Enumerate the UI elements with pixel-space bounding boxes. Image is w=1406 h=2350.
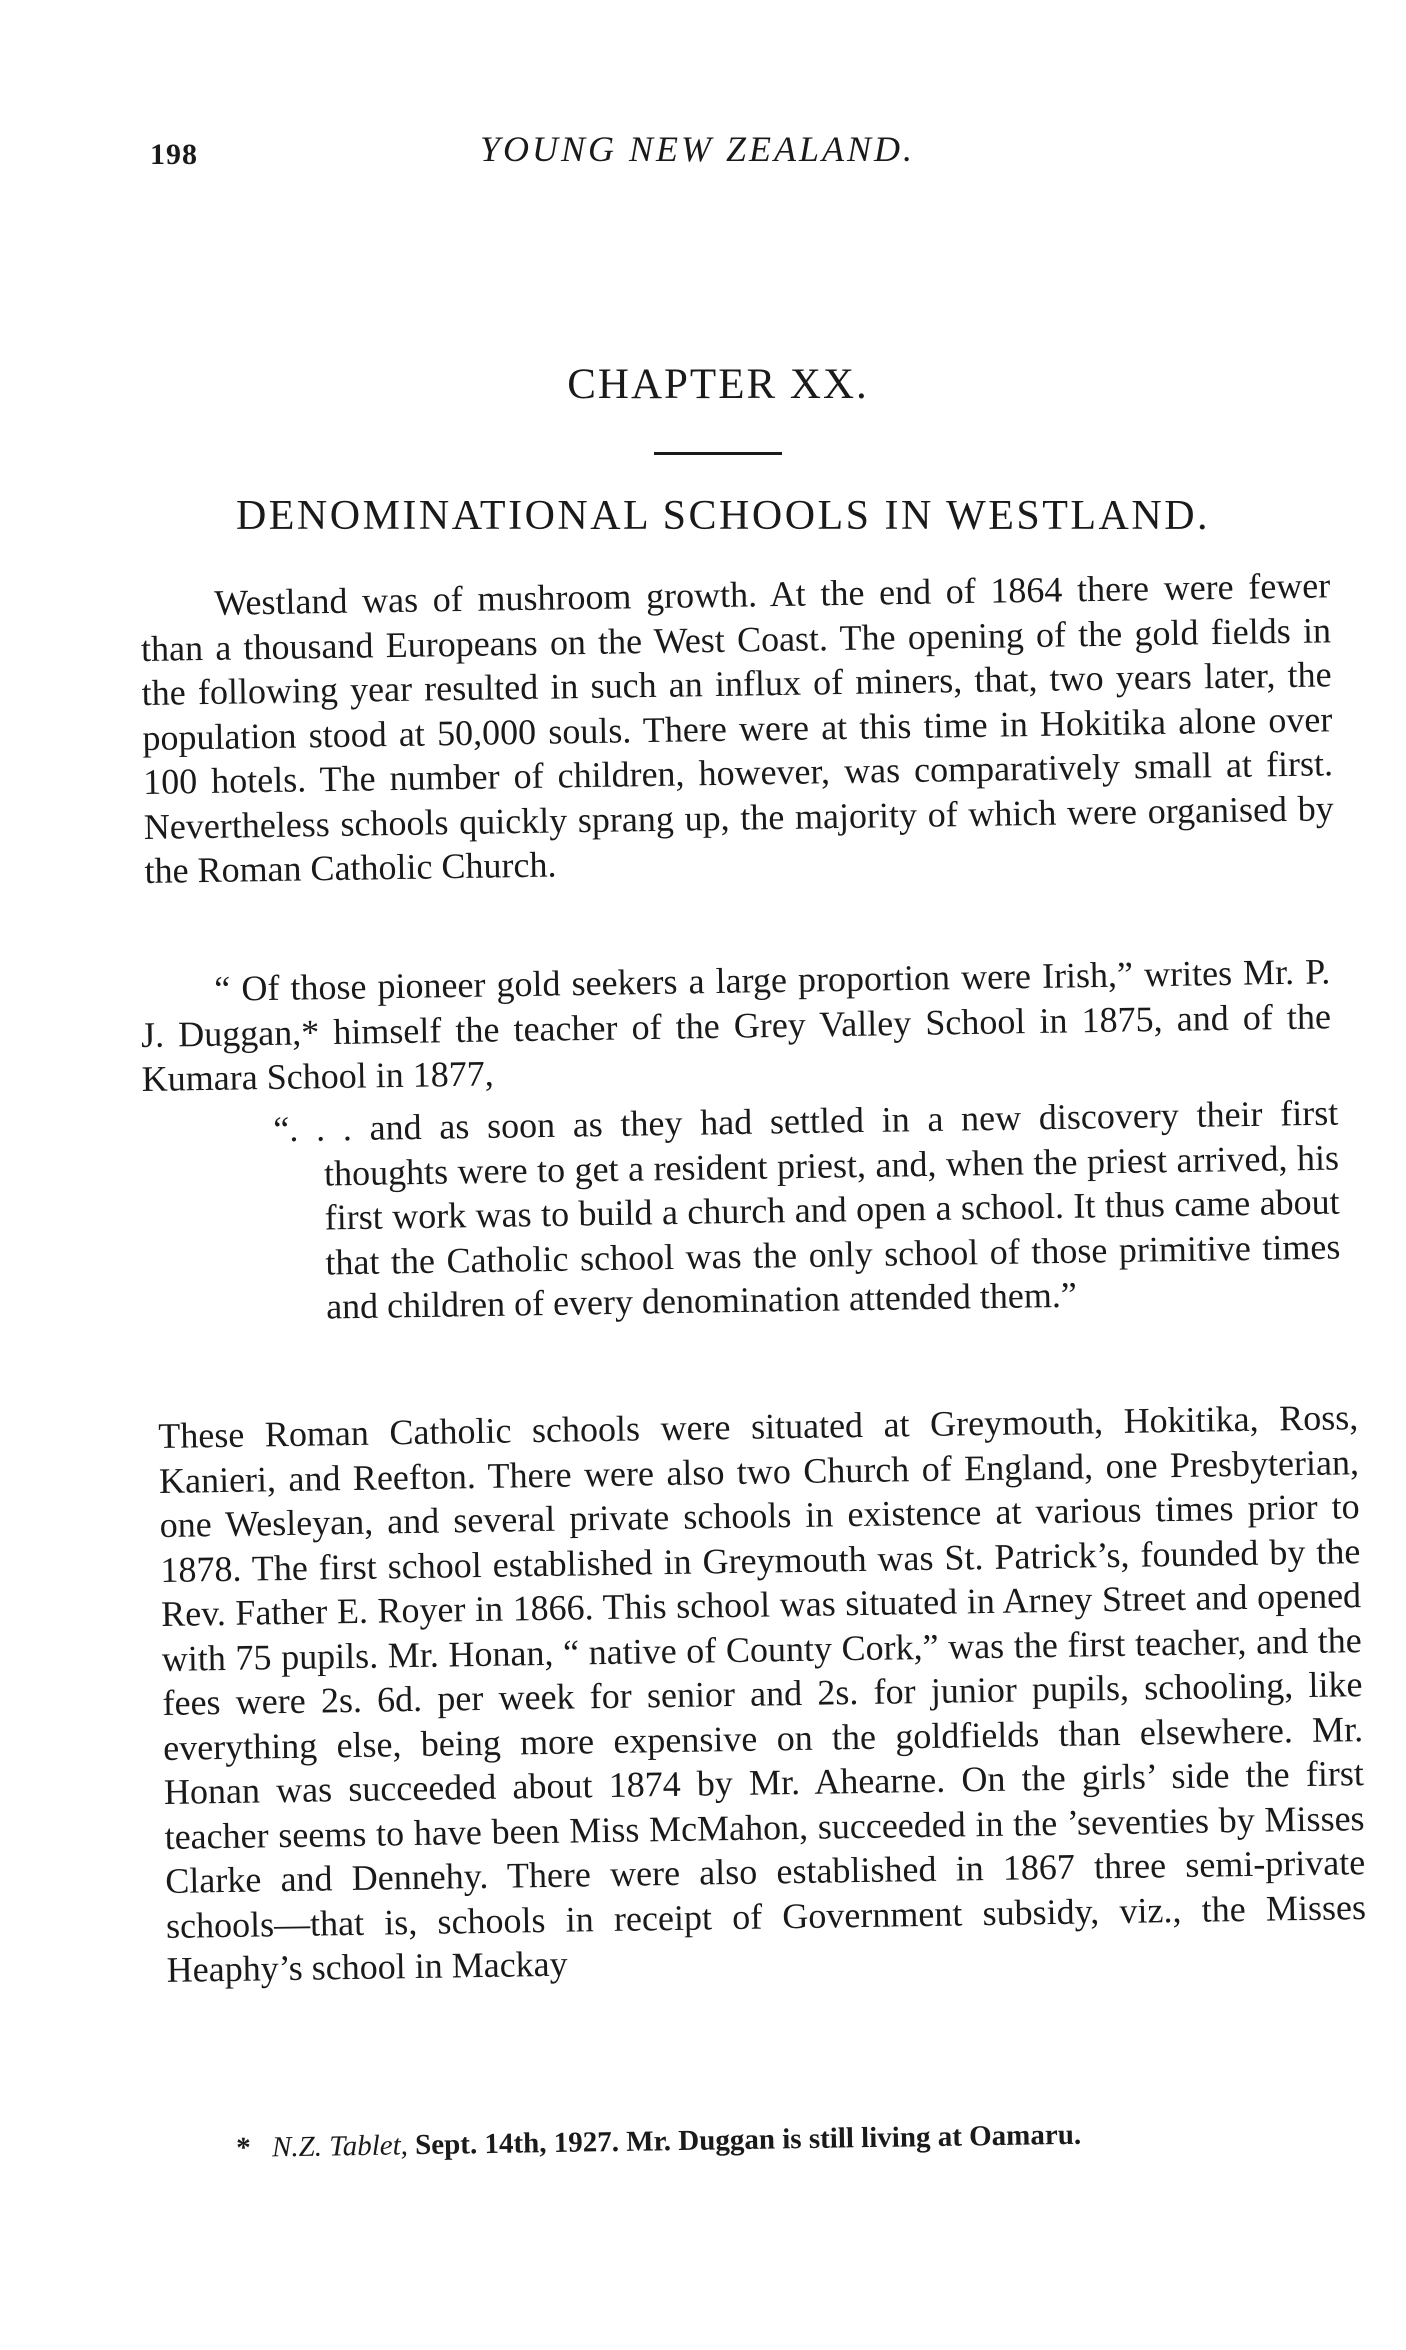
- paragraph-3: [158, 1395, 1367, 1992]
- chapter-rule: [654, 452, 782, 455]
- block-quote: [228, 1091, 1341, 1331]
- paragraph-2-text: “ Of those pioneer gold seekers a large proportion were Irish,” writes Mr. P. J. Duggan,* himself the teacher of the Grey Valley School in 1875, and of the Kumara School in 1877,: [140, 951, 1332, 1099]
- paragraph-3-text: These Roman Catholic schools were situated at Greymouth, Hokitika, Ross, Kanieri, and Reefton. There were also two Church of England, one Presbyterian, one Wesleyan, and several private schools in existence at various times prior to 1878. The first school established in Greymouth was St. Patrick’s, founded by the Rev. Father E. Royer in 1866. This school was situated in Arney Street and opened with 75 pupils. Mr. Honan, “ native of County Cork,” was the first teacher, and the fees were 2s. 6d. per week for senior and 2s. for junior pupils, schooling, like everything else, being more expensive on the goldfields than elsewhere. Mr. Honan was succeeded about 1874 by Mr. Ahearne. On the girls’ side the first teacher seems to have been Miss McMahon, succeeded in the ’seventies by Misses Clarke and Dennehy. There were also established in 1867 three semi-private schools—that is, schools in receipt of Government subsidy, viz., the Misses Heaphy’s school in Mackay: [158, 1397, 1367, 1990]
- footnote-text: Sept. 14th, 1927. Mr. Duggan is still living at Oamaru.: [414, 2118, 1082, 2162]
- footnote: [236, 2114, 1376, 2165]
- footnote-journal: N.Z. Tablet,: [271, 2129, 409, 2164]
- section-heading: DENOMINATIONAL SCHOOLS IN WESTLAND.: [235, 493, 1211, 539]
- paragraph-2: [140, 949, 1332, 1101]
- block-quote-text: “. . . and as soon as they had settled in a new discovery their first thoughts were to get a resident priest, and, when the priest arrived, his first work was to build a church and open a school. It thus came about that the Catholic school was the only school of those primitive times and children of every denomination attended them.”: [273, 1092, 1341, 1327]
- page-number: 198: [150, 138, 198, 171]
- running-title: YOUNG NEW ZEALAND.: [480, 129, 916, 169]
- paragraph-1-text: Westland was of mushroom growth. At the end of 1864 there were fewer than a thousand Europeans on the West Coast. The opening of the gold fields in the following year resulted in such an influx of miners, that, two years later, the population stood at 50,000 souls. There were at this time in Hokitika alone over 100 hotels. The number of children, however, was comparatively small at first. Nevertheless schools quickly sprang up, the majority of which were organised by the Roman Catholic Church.: [140, 565, 1335, 891]
- paragraph-1: [140, 563, 1335, 893]
- chapter-title: CHAPTER XX.: [567, 361, 869, 408]
- footnote-marker: *: [236, 2131, 252, 2164]
- running-head: [150, 128, 1330, 178]
